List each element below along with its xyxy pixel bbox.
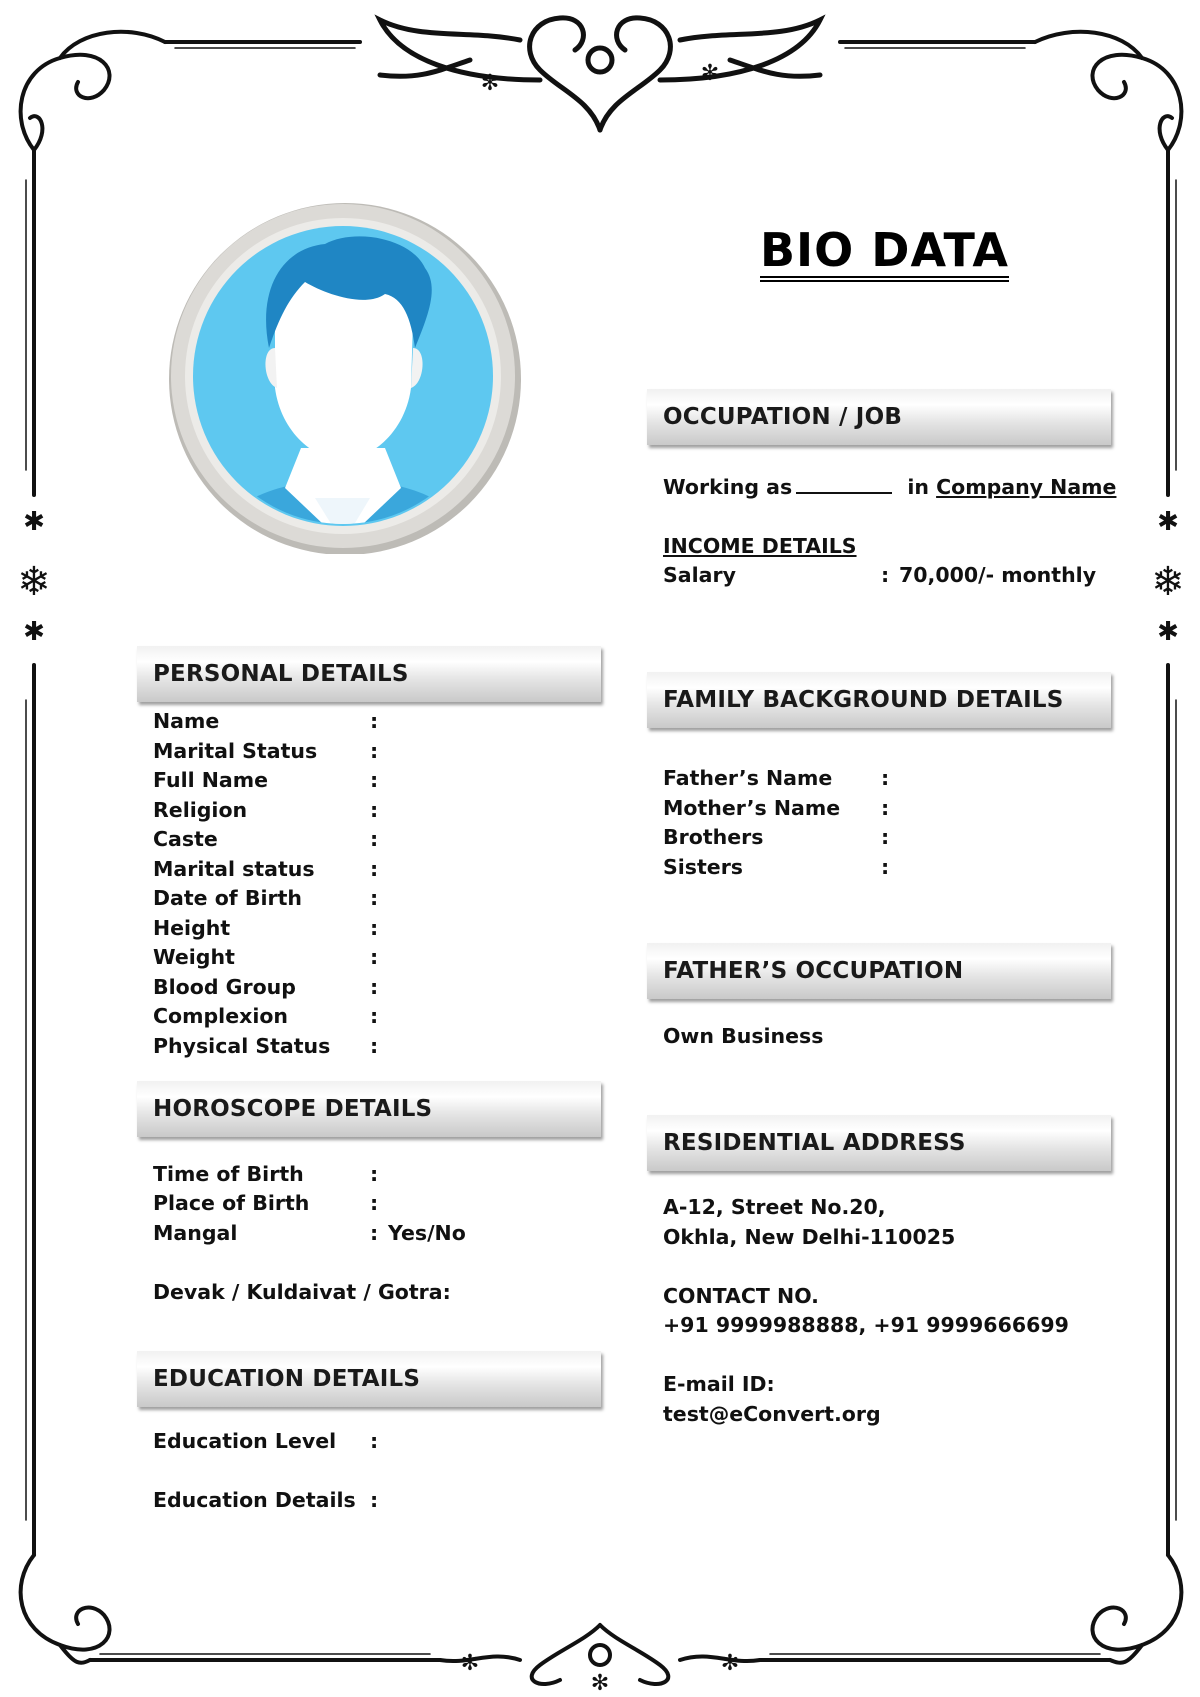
place-of-birth-colon: : [370,1191,379,1215]
personal-row-colon: : [370,856,379,881]
svg-text:✻: ✻ [700,61,720,86]
address-line-1: A-12, Street No.20, [663,1195,886,1219]
horoscope-details-heading: HOROSCOPE DETAILS [137,1081,601,1137]
family-row-label: Mother’s Name [663,795,841,820]
svg-text:✱: ✱ [23,617,45,647]
personal-details-heading: PERSONAL DETAILS [137,646,601,702]
family-row-colon: : [881,795,890,820]
email-label: E-mail ID: [663,1372,775,1396]
place-of-birth-label: Place of Birth [153,1191,310,1215]
devak-kuldaivat-gotra: Devak / Kuldaivat / Gotra: [153,1280,451,1304]
family-row-label: Brothers [663,825,764,849]
education-level-colon: : [370,1429,379,1453]
personal-row-label: Name [153,709,220,733]
mangal-label: Mangal [153,1221,238,1245]
mangal-value: Yes/No [388,1221,466,1245]
personal-row-colon: : [370,827,379,851]
personal-row-colon: : [370,1033,379,1058]
personal-row-label: Marital status [153,856,315,881]
time-of-birth-colon: : [370,1162,379,1186]
svg-text:✱: ✱ [1157,507,1179,537]
personal-row-label: Full Name [153,768,269,792]
personal-row-label: Height [153,915,231,940]
education-details-label: Education Details [153,1488,356,1512]
personal-row-colon: : [370,797,379,822]
personal-row-label: Physical Status [153,1033,331,1058]
personal-row-colon: : [370,974,379,999]
fathers-occupation-heading: FATHER’S OCCUPATION [647,943,1111,999]
svg-text:✻: ✻ [590,1671,610,1696]
personal-row-label: Date of Birth [153,886,302,910]
salary-value: 70,000/- monthly [899,563,1097,587]
personal-row-label: Weight [153,945,235,969]
fathers-occupation-value: Own Business [663,1024,824,1048]
personal-row-colon: : [370,886,379,910]
personal-row-colon: : [370,1004,379,1028]
email-value[interactable]: test@eConvert.org [663,1402,881,1426]
working-as-line [663,477,1116,498]
working-as-label: Working as [663,475,793,499]
occupation-heading: OCCUPATION / JOB [647,389,1111,445]
page-title: BIO DATA [760,226,1009,282]
svg-text:✱: ✱ [1157,617,1179,647]
family-row-colon: : [881,825,890,849]
svg-text:❄: ❄ [17,559,51,605]
contact-label: CONTACT NO. [663,1284,819,1308]
personal-row-label: Complexion [153,1004,289,1028]
salary-colon: : [881,563,890,587]
income-heading: INCOME DETAILS [663,534,857,558]
personal-row-label: Religion [153,797,248,822]
family-row-label: Father’s Name [663,766,833,790]
family-row-colon: : [881,854,890,879]
education-details-colon: : [370,1488,379,1512]
svg-text:❄: ❄ [1151,559,1185,605]
family-row-label: Sisters [663,854,744,879]
residential-address-heading: RESIDENTIAL ADDRESS [647,1115,1111,1171]
personal-row-colon: : [370,709,379,733]
contact-value: +91 9999988888, +91 9999666699 [663,1313,1069,1337]
address-line-2: Okhla, New Delhi-110025 [663,1225,956,1249]
personal-row-label: Caste [153,827,218,851]
personal-row-label: Blood Group [153,974,296,999]
company-name: Company Name [936,475,1117,499]
svg-text:✱: ✱ [23,507,45,537]
svg-text:✻: ✻ [460,1651,480,1676]
personal-row-colon: : [370,738,379,763]
education-level-label: Education Level [153,1429,337,1453]
designation-blank[interactable] [796,478,892,494]
time-of-birth-label: Time of Birth [153,1162,304,1186]
svg-text:✻: ✻ [720,1651,740,1676]
in-label: in [907,475,929,499]
profile-avatar-icon[interactable] [165,198,521,554]
education-details-heading: EDUCATION DETAILS [137,1351,601,1407]
personal-row-colon: : [370,915,379,940]
personal-row-colon: : [370,768,379,792]
salary-label: Salary [663,563,736,587]
mangal-colon: : [370,1221,379,1245]
personal-row-label: Marital Status [153,738,318,763]
family-background-heading: FAMILY BACKGROUND DETAILS [647,672,1111,728]
svg-text:✻: ✻ [480,71,500,96]
personal-row-colon: : [370,945,379,969]
family-row-colon: : [881,766,890,790]
